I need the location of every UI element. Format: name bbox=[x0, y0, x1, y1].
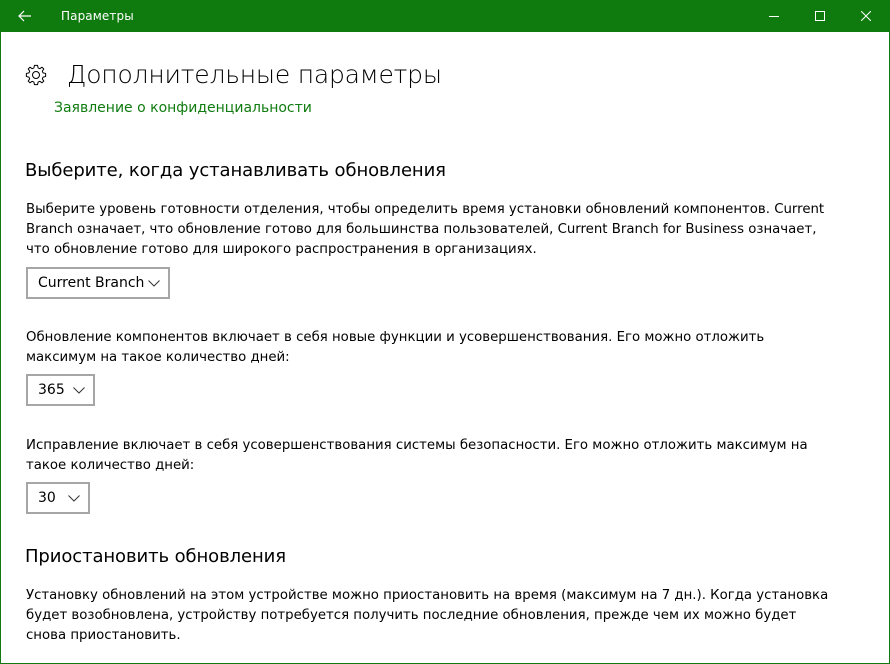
branch-readiness-value: Current Branch bbox=[38, 275, 145, 291]
close-button[interactable] bbox=[843, 0, 889, 32]
minimize-icon bbox=[769, 11, 779, 21]
feature-defer-days-select[interactable] bbox=[26, 374, 95, 406]
settings-content bbox=[1, 32, 889, 663]
quality-defer-days-value: 30 bbox=[38, 490, 56, 506]
feature-update-description: Обновление компонентов включает в себя новые функции и усовершенствования. Его можно отложить максимум на такое количество дней: bbox=[26, 330, 765, 365]
pause-updates-heading: Приостановить обновления bbox=[25, 546, 286, 567]
minimize-button[interactable] bbox=[751, 0, 797, 32]
page-title: Дополнительные параметры bbox=[67, 60, 442, 89]
branch-description: Выберите уровень готовности отделения, чтобы определить время установки обновлений компонентов. Current Branch означает, что обновление готово для большинства пользователей, Current Branch for Business означает, что обновление готово для широкого распространения в организациях. bbox=[26, 202, 825, 257]
quality-defer-days-select[interactable] bbox=[26, 482, 90, 514]
chevron-down-icon bbox=[73, 387, 85, 394]
window-controls bbox=[751, 0, 889, 32]
maximize-button[interactable] bbox=[797, 0, 843, 32]
page-header bbox=[25, 62, 442, 88]
feature-defer-days-value: 365 bbox=[38, 382, 65, 398]
quality-update-description: Исправление включает в себя усовершенствования системы безопасности. Его можно отложить максимум на такое количество дней: bbox=[26, 438, 808, 473]
close-icon bbox=[861, 11, 871, 21]
back-arrow-icon bbox=[18, 10, 32, 22]
chevron-down-icon bbox=[148, 280, 160, 287]
window-title: Параметры bbox=[61, 9, 134, 23]
privacy-statement-link[interactable]: Заявление о конфиденциальности bbox=[54, 100, 312, 116]
title-bar bbox=[1, 0, 889, 32]
pause-updates-description: Установку обновлений на этом устройстве можно приостановить на время (максимум на 7 дн.). Когда установка будет возобновлена, устройству потребуется получить последние обновления, прежде чем их можно будет снова приостановить. bbox=[26, 588, 829, 643]
back-button[interactable] bbox=[1, 0, 49, 32]
gear-icon bbox=[25, 64, 47, 86]
maximize-icon bbox=[815, 11, 825, 21]
chevron-down-icon bbox=[68, 495, 80, 502]
choose-updates-heading: Выберите, когда устанавливать обновления bbox=[25, 160, 446, 181]
branch-readiness-select[interactable] bbox=[26, 267, 170, 299]
